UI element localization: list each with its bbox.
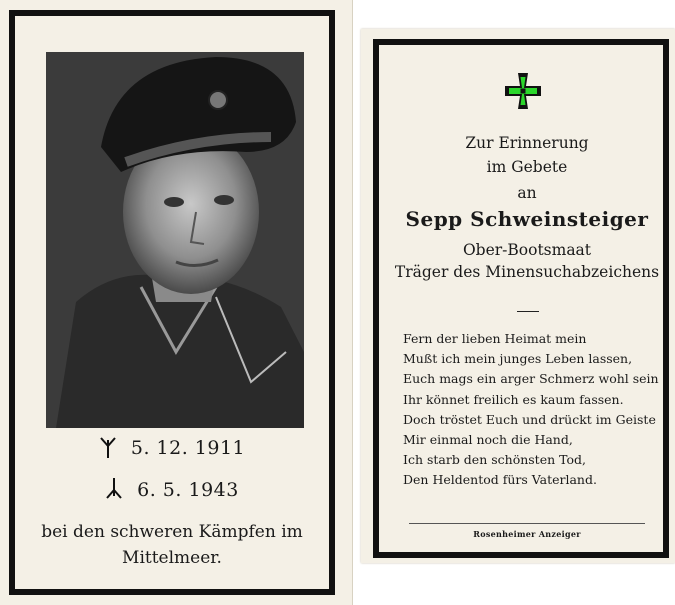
death-date: 6. 5. 1943	[137, 479, 239, 501]
poem	[403, 329, 663, 491]
poem-line: Doch tröstet Euch und drückt im Geiste	[403, 411, 656, 427]
award: Träger des Minensuchabzeichens	[394, 263, 660, 281]
deceased-name: Sepp Schweinsteiger	[405, 207, 649, 231]
poem-line: Ich starb den schönsten Tod,	[403, 452, 586, 468]
rank: Ober-Bootsmaat	[462, 241, 592, 259]
printer-footer: Rosenheimer Anzeiger	[473, 529, 581, 539]
death-date-line	[15, 478, 329, 501]
portrait-photo	[46, 52, 304, 428]
poem-line: Euch mags ein arger Schmerz wohl sein	[403, 371, 659, 387]
remembrance-line-3: an	[517, 184, 537, 202]
memorial-card-back	[361, 29, 675, 563]
remembrance-line-1: Zur Erinnerung	[465, 134, 589, 152]
remembrance-line-2: im Gebete	[486, 158, 568, 176]
footer-rule	[409, 523, 645, 524]
poem-line: Mir einmal noch die Hand,	[403, 432, 573, 448]
caption-line-2: Mittelmeer.	[122, 548, 222, 568]
caption-line-1: bei den schweren Kämpfen im	[41, 522, 303, 542]
poem-line: Ihr könnet freilich es kaum fassen.	[403, 391, 624, 407]
poem-line: Mußt ich mein junges Leben lassen,	[403, 351, 633, 367]
black-border-frame-right	[373, 39, 669, 558]
divider-dash	[517, 311, 539, 312]
birth-rune-icon	[99, 436, 117, 458]
poem-line: Fern der lieben Heimat mein	[403, 331, 587, 346]
death-rune-icon	[105, 478, 123, 500]
birth-date-line	[15, 436, 329, 459]
portrait-illustration	[46, 52, 304, 428]
poem-line: Den Heldentod fürs Vaterland.	[403, 472, 597, 488]
iron-cross-icon	[505, 73, 541, 109]
birth-date: 5. 12. 1911	[130, 437, 246, 459]
black-border-frame	[9, 10, 335, 595]
